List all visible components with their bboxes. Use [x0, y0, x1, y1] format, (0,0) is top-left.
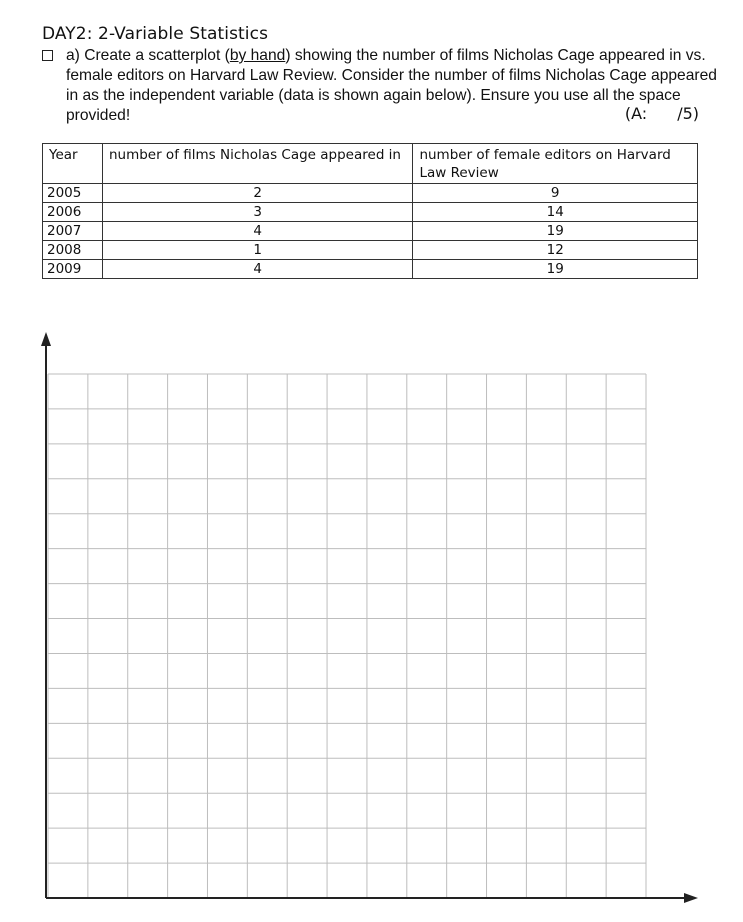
- cell-films: 3: [102, 203, 412, 222]
- marks-total: /5): [677, 104, 699, 123]
- cell-year: 2008: [43, 241, 103, 260]
- cell-editors: 19: [413, 260, 698, 279]
- marks-box: [625, 104, 699, 123]
- cell-editors: 9: [413, 184, 698, 203]
- cell-year: 2007: [43, 222, 103, 241]
- table-header-row: [43, 144, 698, 184]
- table-row: [43, 203, 698, 222]
- cell-films: 4: [102, 260, 412, 279]
- grid-lines: [48, 374, 646, 898]
- cell-year: 2006: [43, 203, 103, 222]
- cell-films: 4: [102, 222, 412, 241]
- table-row: [43, 260, 698, 279]
- cell-films: 1: [102, 241, 412, 260]
- y-axis-arrow-icon: [41, 332, 51, 346]
- header-editors: number of female editors on Harvard Law Review: [413, 144, 698, 184]
- header-year: Year: [43, 144, 103, 184]
- question-prefix: a) Create a scatterplot (: [66, 47, 230, 64]
- data-table: [42, 143, 698, 279]
- cell-films: 2: [102, 184, 412, 203]
- cell-editors: 12: [413, 241, 698, 260]
- task-checkbox[interactable]: [42, 50, 53, 61]
- cell-editors: 19: [413, 222, 698, 241]
- question-underlined: by hand: [229, 47, 286, 64]
- cell-editors: 14: [413, 203, 698, 222]
- marks-label: (A:: [624, 104, 648, 123]
- header-films: number of films Nicholas Cage appeared in: [102, 144, 412, 184]
- x-axis-arrow-icon: [684, 893, 698, 903]
- cell-year: 2009: [43, 260, 103, 279]
- page-title: DAY2: 2-Variable Statistics: [42, 24, 269, 44]
- cell-year: 2005: [43, 184, 103, 203]
- table-row: [43, 184, 698, 203]
- question-body: ) showing the number of films Nicholas Cage appeared in vs. female editors on Harvard Law Review. Consider the number of films Nicholas Cage appeared in as the independent variable (data is shown again below). Ensure you use all the space provided!: [66, 47, 717, 124]
- table-row: [43, 222, 698, 241]
- graph-grid-area[interactable]: [0, 320, 743, 920]
- table-row: [43, 241, 698, 260]
